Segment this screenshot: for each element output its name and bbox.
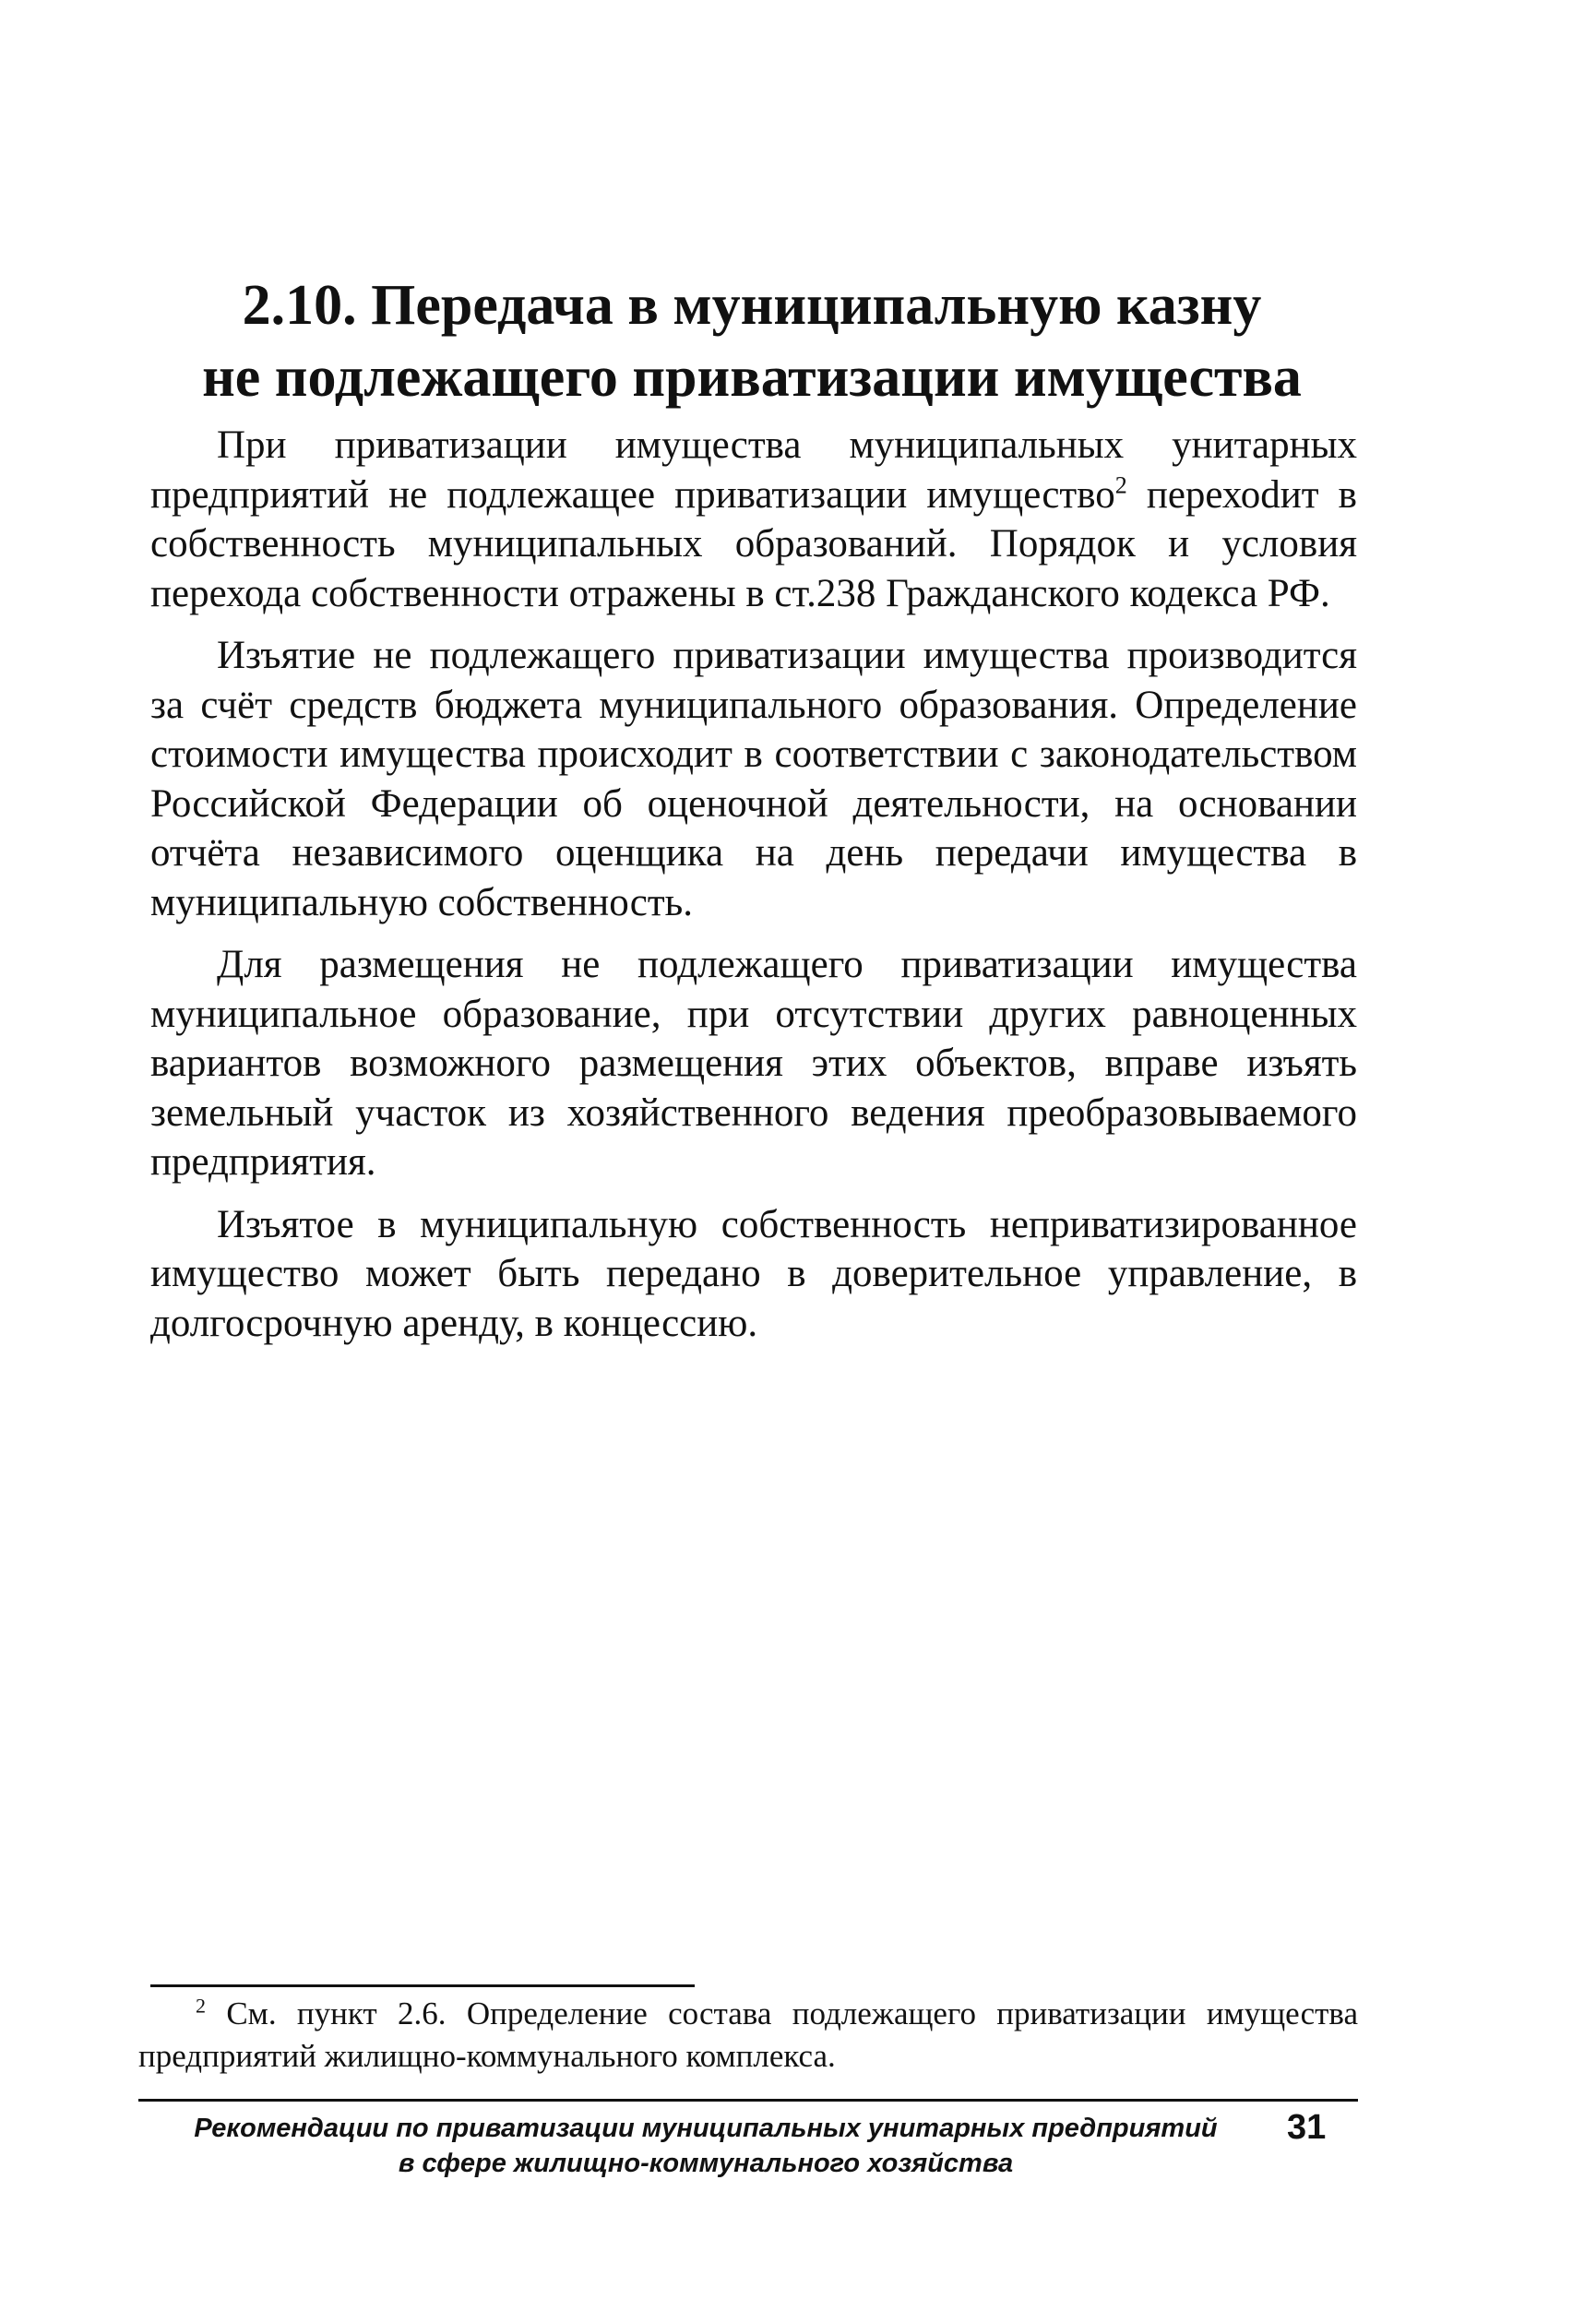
footnote-marker: 2	[196, 1994, 206, 2018]
running-footer-line-1: Рекомендации по приватизации муниципальных унитарных предприятий	[194, 2114, 1218, 2143]
paragraph-1-text-end: перехоdит в собственность муниципальных образований. Порядок и условия перехода собственности отражены в ст.238 Гражданского кодекса РФ.	[150, 472, 1357, 615]
page-number: 31	[1287, 2108, 1327, 2147]
section-heading-line-2: не подлежащего приватизации имущества	[202, 346, 1302, 409]
paragraph-4: Изъятое в муниципальную собственность неприватизированное имущество может быть передано в доверительное управление, в долгосрочную аренду, в концессию.	[150, 1202, 1357, 1345]
running-footer	[138, 2111, 1273, 2181]
footnote-separator	[150, 1984, 695, 1987]
body-text	[150, 421, 1357, 1361]
footer-rule	[138, 2099, 1358, 2102]
footnote-reference: 2	[1114, 471, 1127, 499]
footnote-text: См. пункт 2.6. Определение состава подлежащего приватизации имущества предприятий жилищно-коммунального комплекса.	[138, 1995, 1358, 2074]
section-heading-line-1: 2.10. Передача в муниципальную казну	[242, 274, 1262, 337]
paragraph-3: Для размещения не подлежащего приватизации имущества муниципальное образование, при отсутствии других равноценных вариантов возможного размещения этих объектов, вправе изъять земельный участок из хозяйственного ведения преобразовываемого предприятия.	[150, 943, 1357, 1184]
paragraph-1	[150, 421, 1357, 618]
running-footer-line-2: в сфере жилищно-коммунального хозяйства	[398, 2149, 1014, 2178]
paragraph-2: Изъятие не подлежащего приватизации имущества производится за счёт средств бюджета муниципального образования. Определение стоимости имущества происходит в соответствии с законодательством Российской Федерации об оценочной деятельности, на основании отчёта независимого оценщика на день передачи имущества в муниципальную собственность.	[150, 634, 1357, 924]
section-heading	[138, 269, 1365, 413]
footnote	[138, 1993, 1358, 2078]
paragraph-1-text-start: При приватизации имущества муниципальных унитарных предприятий не подлежащее приватизации имущество	[150, 423, 1357, 517]
